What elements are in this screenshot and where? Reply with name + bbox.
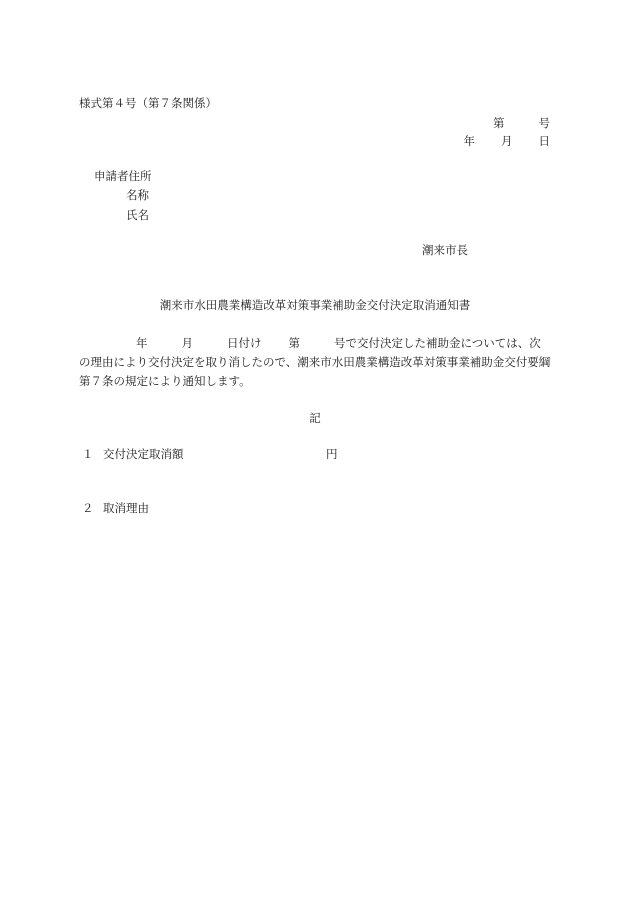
document-number-line — [493, 118, 550, 130]
body-rest: 号で交付決定した補助金については、次 — [334, 336, 541, 350]
date-year: 年 — [463, 134, 475, 148]
item-unit: 円 — [326, 447, 338, 461]
item-label: 交付決定取消額 — [103, 447, 184, 461]
date-day: 日 — [538, 134, 550, 148]
recipient-address-label: 申請者住所 — [94, 169, 152, 183]
item-number: ２ — [82, 501, 94, 515]
number-suffix: 号 — [538, 116, 550, 130]
body-text — [79, 334, 551, 391]
item-label: 取消理由 — [103, 501, 149, 515]
body-line-3: 第７条の規定により通知します。 — [79, 374, 251, 388]
item-cancel-reason — [82, 503, 149, 515]
date-month: 月 — [501, 134, 513, 148]
body-dai: 第 — [288, 336, 300, 350]
form-label: 様式第４号（第７条関係） — [79, 96, 217, 110]
recipient-person-label: 氏名 — [126, 208, 149, 222]
issuer: 潮来市長 — [422, 243, 468, 257]
body-month: 月 — [181, 336, 193, 350]
body-year: 年 — [136, 336, 148, 350]
document-title: 潮来市水田農業構造改革対策事業補助金交付決定取消通知書 — [159, 298, 471, 312]
recipient-name-label: 名称 — [126, 188, 149, 202]
body-dated: 日付け — [227, 336, 262, 350]
number-prefix: 第 — [493, 116, 505, 130]
body-line-2: の理由により交付決定を取り消したので、潮来市水田農業構造改革対策事業補助金交付要綱 — [79, 355, 551, 369]
body-line-1 — [79, 334, 551, 353]
item-number: １ — [82, 447, 94, 461]
ki-marker: 記 — [309, 411, 321, 425]
document-date-line — [464, 136, 551, 148]
item-cancel-amount — [82, 447, 338, 461]
